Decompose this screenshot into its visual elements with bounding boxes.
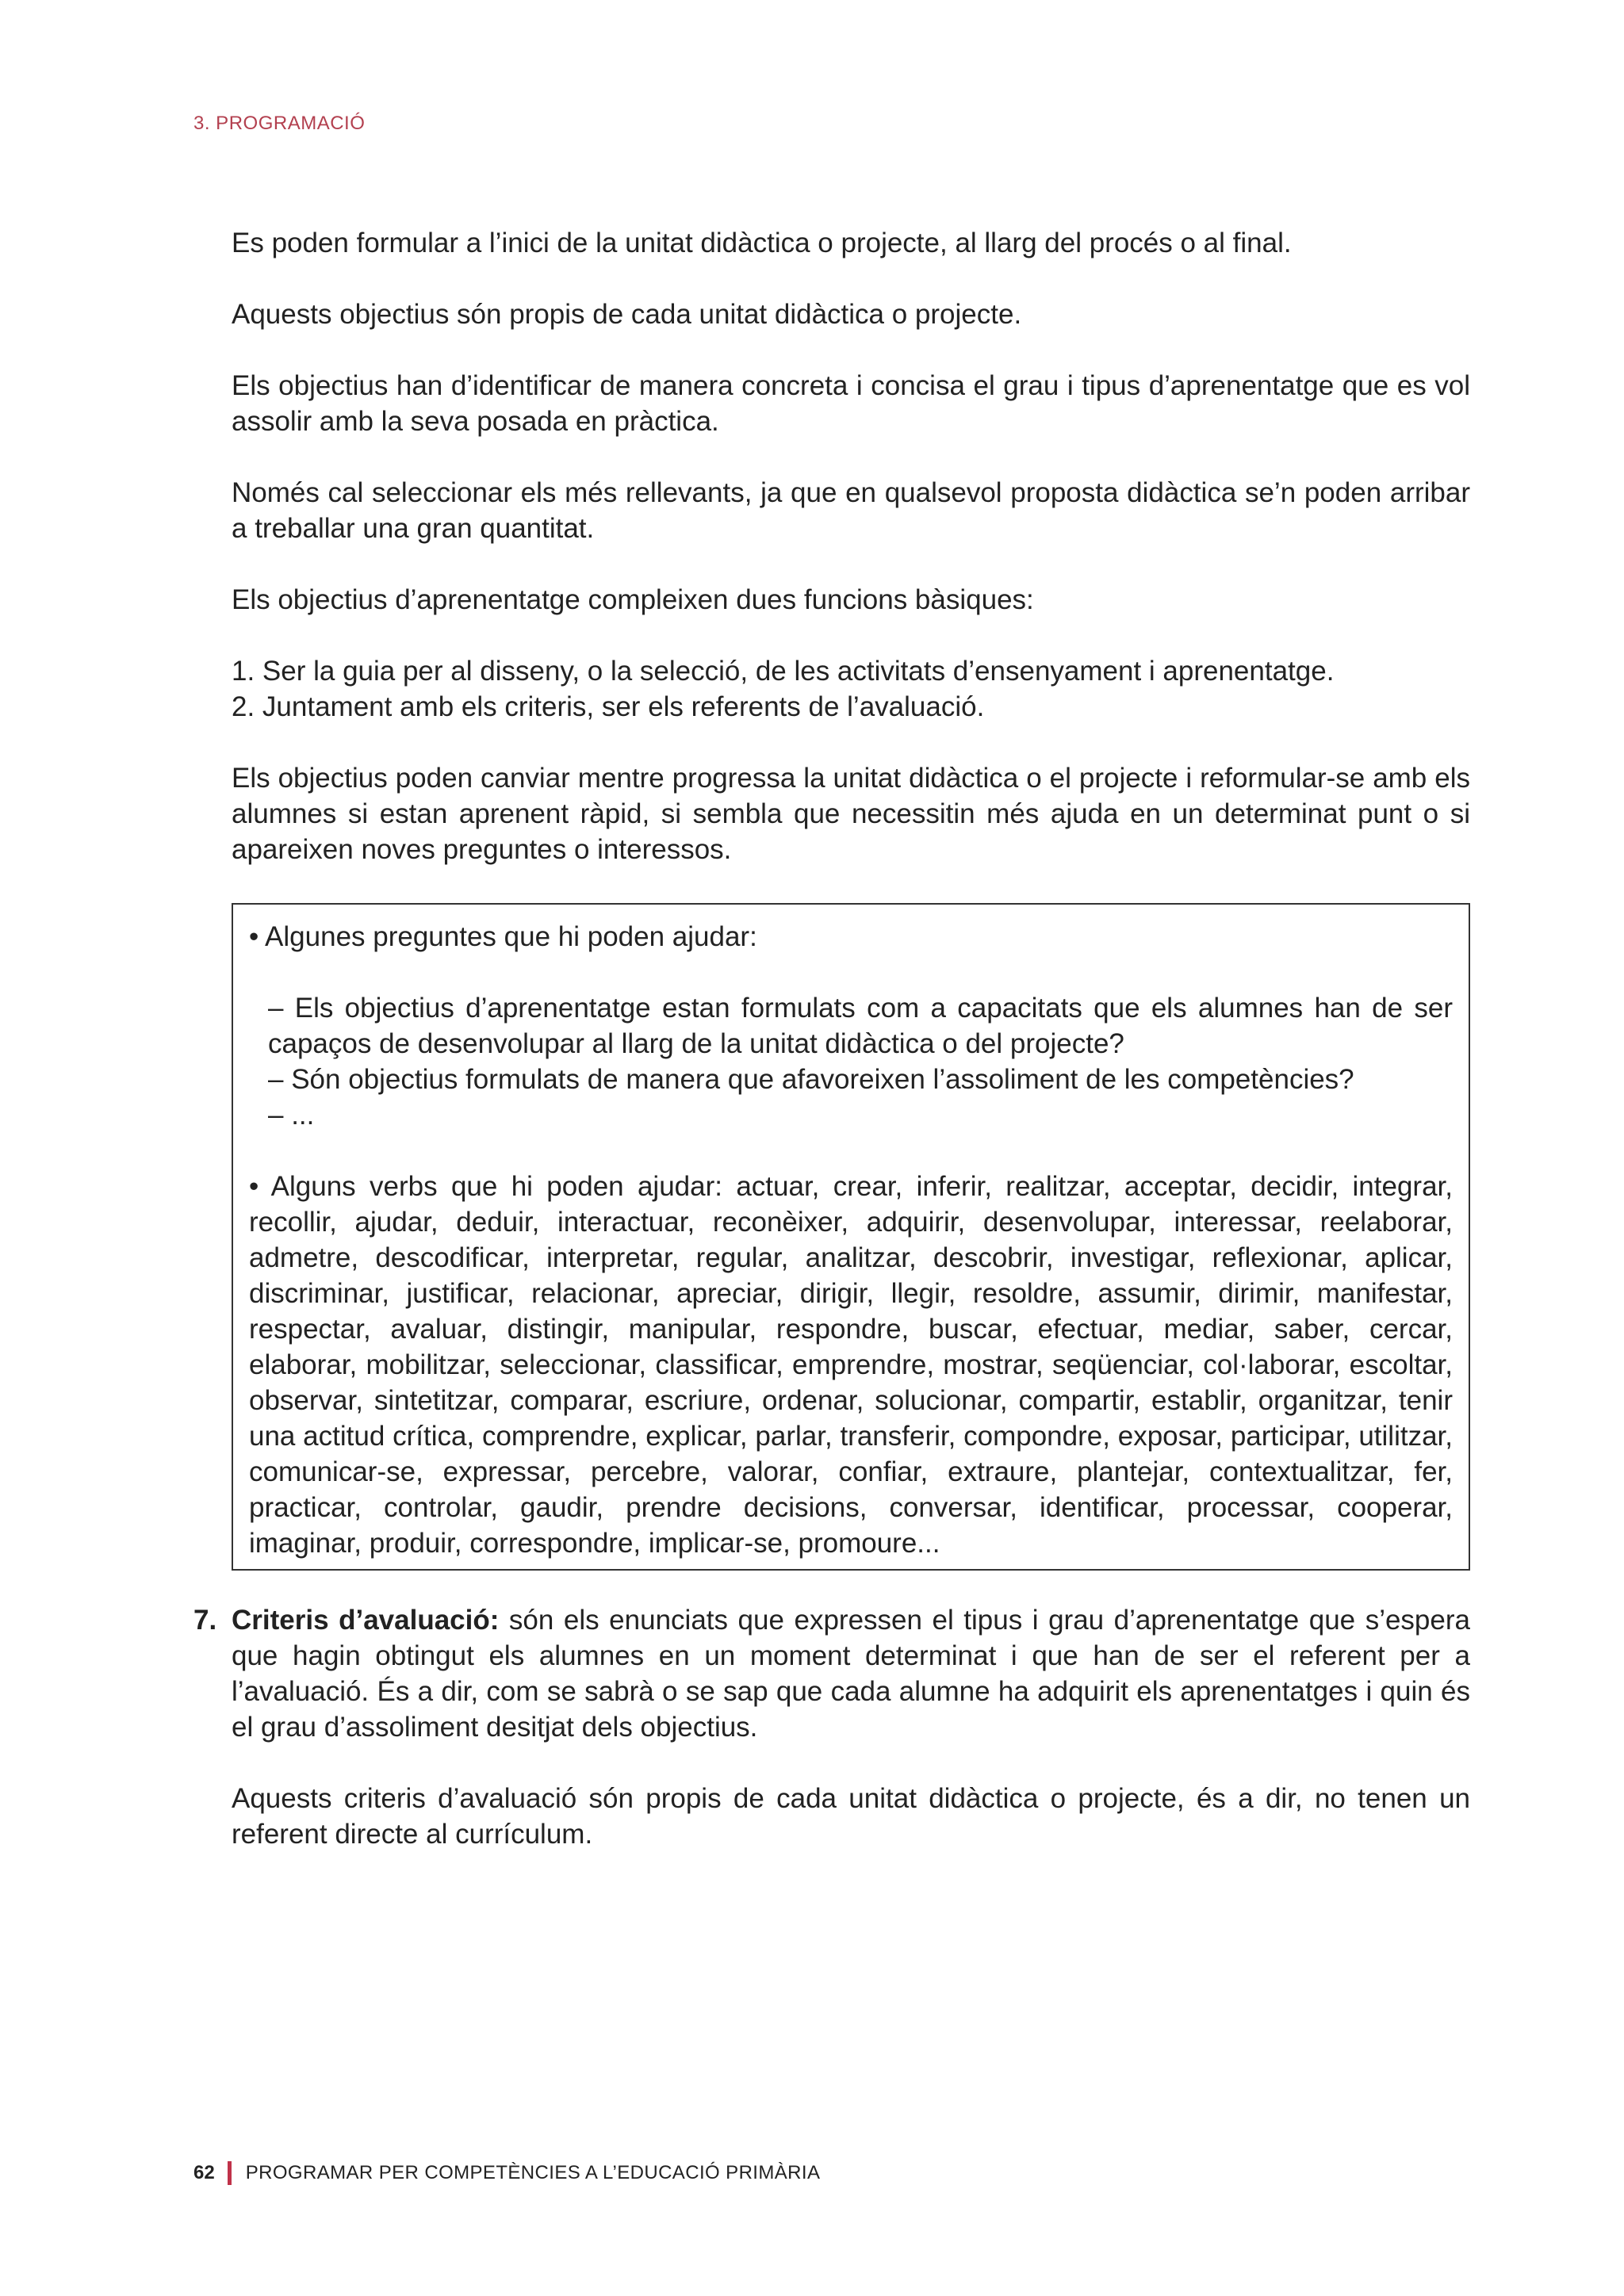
list-item: 2. Juntament amb els criteris, ser els referents de l’avaluació. bbox=[232, 691, 985, 722]
main-content bbox=[193, 225, 1470, 1888]
paragraph: Els objectius han d’identificar de manera concreta i concisa el grau i tipus d’aprenentatge que es vol assolir amb la seva posada en pràctica. bbox=[232, 370, 1470, 437]
questions-list bbox=[249, 990, 1453, 1133]
numbered-item-7 bbox=[193, 1602, 1470, 1745]
page-footer bbox=[193, 2161, 820, 2185]
item-text: són els enunciats que expressen el tipus i grau d’aprenentatge que s’espera que hagin obtingut els alumnes en un moment determinat i que han de ser el referent per a l’avaluació. És a dir, com se sabrà o se sap que cada alumne ha adquirit els aprenentatges i quin és el grau d’assoliment desitjat dels objectius. bbox=[232, 1605, 1470, 1743]
paragraph: Es poden formular a l’inici de la unitat didàctica o projecte, al llarg del procés o al final. bbox=[232, 228, 1292, 258]
functions-list bbox=[232, 653, 1470, 725]
verbs-list: • Alguns verbs que hi poden ajudar: actuar, crear, inferir, realitzar, acceptar, decidir, integrar, recollir, ajudar, deduir, interactuar, reconèixer, adquirir, desenvolupar, interessar, reelaborar, admetre, descodificar, interpretar, regular, analitzar, descobrir, investigar, reflexionar, aplicar, discriminar, justificar, relacionar, apreciar, dirigir, llegir, resoldre, assumir, dirimir, manifestar, respectar, avaluar, distingir, manipular, respondre, buscar, efectuar, mediar, saber, cercar, elaborar, mobilitzar, seleccionar, classificar, emprendre, mostrar, seqüenciar, col·laborar, escoltar, observar, sintetitzar, comparar, escriure, ordenar, solucionar, compartir, establir, organitzar, tenir una actitud crítica, comprendre, explicar, parlar, transferir, compondre, exposar, participar, utilitzar, comunicar-se, expressar, percebre, valorar, confiar, extraure, plantejar, contextualitzar, fer, practicar, controlar, gaudir, prendre decisions, conversar, identificar, processar, cooperar, imaginar, produir, correspondre, implicar-se, promoure... bbox=[249, 1171, 1453, 1559]
questions-intro: • Algunes preguntes que hi poden ajudar: bbox=[249, 921, 757, 952]
paragraph: Només cal seleccionar els més rellevants, ja que en qualsevol proposta didàctica se’n poden arribar a treballar una gran quantitat. bbox=[232, 477, 1470, 544]
book-title: PROGRAMAR PER COMPETÈNCIES A L’EDUCACIÓ PRIMÀRIA bbox=[245, 2162, 821, 2183]
item-term: Criteris d’avaluació: bbox=[232, 1605, 500, 1636]
list-item: – Els objectius d’aprenentatge estan formulats com a capacitats que els alumnes han de ser capaços de desenvolupar al llarg de la unitat didàctica o del projecte? bbox=[268, 993, 1453, 1059]
guidance-box bbox=[232, 903, 1470, 1571]
list-item: – Són objectius formulats de manera que afavoreixen l’assoliment de les competències? bbox=[268, 1064, 1354, 1095]
running-head: 3. PROGRAMACIÓ bbox=[193, 113, 366, 134]
page-number: 62 bbox=[193, 2162, 215, 2183]
paragraph: Aquests objectius són propis de cada unitat didàctica o projecte. bbox=[232, 299, 1022, 330]
footer-divider bbox=[228, 2161, 232, 2185]
item-number: 7. bbox=[193, 1605, 217, 1636]
paragraph: Els objectius d’aprenentatge compleixen dues funcions bàsiques: bbox=[232, 584, 1034, 615]
paragraph: Els objectius poden canviar mentre progressa la unitat didàctica o el projecte i reformular-se amb els alumnes si estan aprenent ràpid, si sembla que necessitin més ajuda en un determinat punt o si apareixen noves preguntes o interessos. bbox=[232, 763, 1470, 865]
paragraph: Aquests criteris d’avaluació són propis de cada unitat didàctica o projecte, és a dir, no tenen un referent directe al currículum. bbox=[232, 1783, 1470, 1850]
list-item: – ... bbox=[268, 1100, 315, 1131]
list-item: 1. Ser la guia per al disseny, o la selecció, de les activitats d’ensenyament i aprenentatge. bbox=[232, 656, 1335, 687]
